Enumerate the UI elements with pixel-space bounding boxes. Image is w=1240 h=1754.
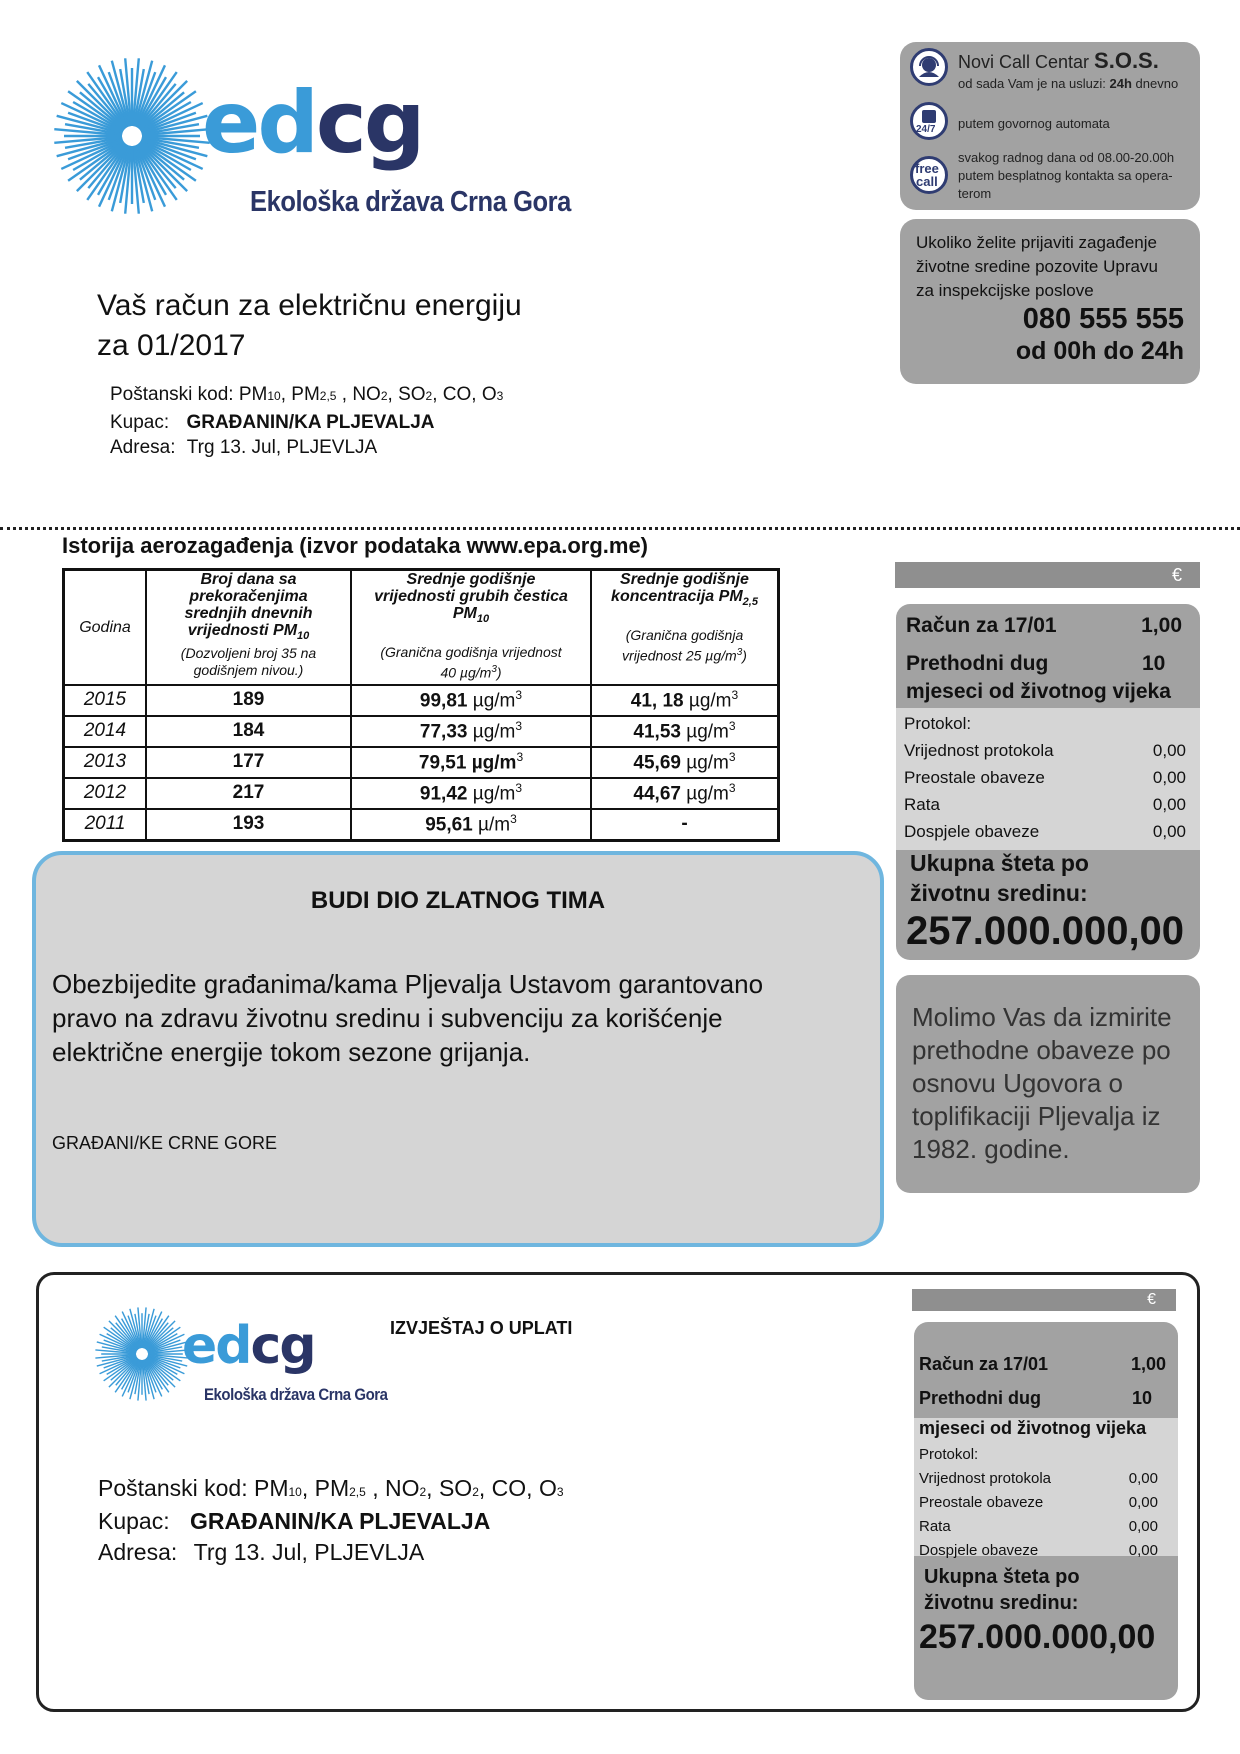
cell-pm10: 91,42 $\mu g/m^3$	[351, 778, 591, 809]
slip-logo-word: edcg	[182, 1316, 315, 1376]
postal-code-sep: ,	[432, 384, 438, 405]
cell-year: 2011	[64, 809, 147, 841]
protocol-label: Protokol:	[904, 714, 972, 733]
postal-code-sub: 2	[419, 1485, 427, 1499]
damage-line1: Ukupna šteta po	[910, 850, 1089, 876]
postal-code-sep: ,	[478, 1475, 486, 1501]
bill-label: Račun za 17/01	[906, 614, 1057, 637]
table-row	[64, 747, 779, 778]
damage-line2: životnu sredinu:	[910, 880, 1088, 906]
col-pm10: Srednje godišnje vrijednosti grubih čestica $PM_{10}$ (Granična godišnja vrijednost 40 $\mu g/m^3$)	[351, 570, 591, 685]
damage-value: 257.000.000,00	[906, 909, 1185, 953]
postal-code-sub: 2,5	[319, 389, 337, 403]
summary-item-value: 0,00	[1152, 741, 1186, 760]
cell-days: 184	[146, 716, 351, 747]
postal-code: SO	[438, 1475, 473, 1501]
brand-logo	[52, 56, 571, 236]
call-center-24h: 24h	[1109, 76, 1132, 91]
slip-damage-line2: životnu sredinu:	[924, 1592, 1079, 1614]
customer-row	[110, 410, 435, 435]
slip-debt-value: 10	[1132, 1388, 1153, 1408]
summary-item-label: Preostale obaveze	[904, 768, 1045, 787]
bill-value: 1,00	[1141, 614, 1182, 637]
summary-item-label: Dospjele obaveze	[919, 1542, 1039, 1559]
summary-item-value: 0,00	[1128, 1518, 1158, 1535]
postal-code-sub: 2,5	[349, 1485, 366, 1499]
call-center-free-1: putem besplatnog kontakta sa opera-	[958, 168, 1173, 183]
note-line5: 1982. godine.	[912, 1134, 1070, 1164]
bill-title	[97, 286, 522, 366]
postal-code-sep: ,	[365, 1475, 379, 1501]
customer-name: GRAĐANIN/KA PLJEVALJA	[186, 412, 435, 433]
slip-title: IZVJEŠTAJ O UPLATI	[390, 1318, 573, 1338]
summary-item-label: Dospjele obaveze	[904, 822, 1040, 841]
postal-code: CO	[442, 384, 472, 405]
note-line2: prethodne obaveze po	[912, 1035, 1171, 1065]
call-center-automat: putem govornog automata	[958, 116, 1110, 131]
table-row	[64, 778, 779, 809]
tear-line-divider	[0, 527, 1240, 530]
summary-item-value: 0,00	[1128, 1470, 1158, 1487]
postal-code-sub: 3	[556, 1485, 564, 1499]
call-center-hours: svakog radnog dana od 08.00-20.00h	[958, 150, 1175, 165]
cell-pm25: -	[591, 809, 779, 841]
postal-code: PM	[253, 1475, 289, 1501]
postal-code-sep: ,	[471, 384, 477, 405]
cell-pm10: 77,33 $\mu g/m^3$	[351, 716, 591, 747]
postal-code: CO	[491, 1475, 527, 1501]
call-center-sos: S.O.S.	[1094, 48, 1159, 73]
slip-protocol-section	[914, 1418, 1178, 1559]
logo-word: edcg	[202, 73, 423, 173]
campaign-signature: GRAĐANI/KE CRNE GORE	[52, 1133, 278, 1153]
postal-code-sep: ,	[387, 384, 393, 405]
col-year: Godina	[64, 570, 147, 685]
postal-code-sub: 2	[472, 1485, 479, 1499]
slip-protocol-label: Protokol:	[919, 1446, 979, 1463]
col-days: Broj dana sa prekoračenjima srednjih dnevnih vrijednosti $PM_{10}$ (Dozvoljeni broj 35 na godišnjem nivou.)	[146, 570, 351, 685]
bill-title-line2: za 01/2017	[97, 329, 246, 362]
call-center-title: Novi Call Centar	[958, 52, 1095, 72]
cell-year: 2013	[64, 747, 147, 778]
cell-pm10: 95,61 $\mu/m^3$	[351, 809, 591, 841]
postal-code: PM	[238, 384, 268, 405]
postal-codes	[239, 384, 503, 405]
postal-code-sep: ,	[336, 384, 348, 405]
postal-code-sub: 2	[425, 389, 433, 403]
slip-address-label: Adresa:	[98, 1539, 178, 1565]
postal-code-sep: ,	[426, 1475, 433, 1501]
bill-title-line1: Vaš račun za električnu energiju	[97, 289, 522, 322]
slip-bill-value: 1,00	[1130, 1354, 1166, 1374]
postal-code-sep: ,	[280, 384, 286, 405]
cell-pm25: 44,67 $\mu g/m^3$	[591, 778, 779, 809]
table-row	[64, 716, 779, 747]
sunburst-icon	[94, 1306, 190, 1402]
slip-debt-label: Prethodni dug	[919, 1388, 1041, 1408]
free-call-icon	[910, 156, 948, 194]
phone-247-icon	[910, 102, 948, 140]
currency-bar	[895, 562, 1200, 588]
report-line3: za inspekcijske poslove	[916, 281, 1094, 300]
slip-bill-label: Račun za 17/01	[919, 1354, 1049, 1374]
summary-item-label: Vrijednost protokola	[919, 1470, 1052, 1487]
call-center-free-2: terom	[958, 186, 992, 201]
postal-code: PM	[314, 1475, 350, 1501]
table-row	[64, 685, 779, 716]
icon-free-text: free	[915, 161, 939, 176]
postal-code-row	[110, 382, 503, 409]
postal-code: O	[538, 1475, 557, 1501]
slip-postal-codes	[254, 1475, 564, 1501]
table-header-row	[64, 570, 779, 685]
cell-days: 217	[146, 778, 351, 809]
postal-code: PM	[291, 384, 320, 405]
campaign-heading: BUDI DIO ZLATNOG TIMA	[310, 887, 606, 914]
history-title: Istorija aerozagađenja (izvor podataka www.epa.org.me)	[62, 533, 649, 558]
summary-item-value: 0,00	[1128, 1542, 1158, 1559]
postal-code: O	[481, 384, 497, 405]
headset-icon	[910, 48, 948, 86]
cell-days: 189	[146, 685, 351, 716]
slip-customer-name: GRAĐANIN/KA PLJEVALJA	[190, 1508, 491, 1534]
summary-item-value: 0,00	[1152, 822, 1186, 841]
campaign-line3: električne energije tokom sezone grijanja.	[52, 1037, 531, 1067]
campaign-text	[52, 967, 763, 1069]
postal-code: NO	[352, 384, 381, 405]
slip-currency-symbol: €	[1147, 1291, 1156, 1308]
protocol-section	[896, 708, 1200, 850]
sunburst-icon	[52, 56, 212, 216]
postal-code: NO	[384, 1475, 420, 1501]
postal-code-sub: 2	[380, 389, 388, 403]
campaign-line1: Obezbijedite građanima/kama Pljevalja Ustavom garantovano	[52, 969, 764, 999]
customer-label: Kupac:	[110, 412, 170, 433]
report-line2: životne sredine pozovite Upravu	[916, 257, 1158, 276]
address-value: Trg 13. Jul, PLJEVLJA	[186, 437, 378, 458]
summary-item-value: 0,00	[1128, 1494, 1158, 1511]
slip-damage-line1: Ukupna šteta po	[924, 1566, 1080, 1588]
debt-line2: mjeseci od životnog vijeka	[906, 680, 1171, 703]
postal-code: SO	[398, 384, 426, 405]
campaign-box	[32, 851, 884, 1247]
note-line4: toplifikaciji Pljevalja iz	[912, 1101, 1161, 1131]
table-row	[64, 809, 779, 841]
address-label: Adresa:	[110, 437, 176, 458]
icon-247-text: 24/7	[916, 124, 936, 135]
cell-year: 2012	[64, 778, 147, 809]
report-hours: od 00h do 24h	[1015, 337, 1184, 365]
debt-label: Prethodni dug	[906, 652, 1049, 675]
slip-postal-label: Poštanski kod:	[98, 1475, 248, 1501]
summary-item-value: 0,00	[1152, 795, 1186, 814]
address-row	[110, 435, 377, 460]
call-center-line1: od sada Vam je na usluzi:	[958, 76, 1110, 91]
report-line1: Ukoliko želite prijaviti zagađenje	[916, 233, 1157, 252]
currency-symbol: €	[1171, 565, 1182, 585]
icon-call-text: call	[916, 174, 938, 189]
summary-item-label: Rata	[919, 1518, 951, 1535]
slip-customer-row	[98, 1506, 490, 1536]
slip-address-row	[98, 1537, 424, 1567]
cell-pm25: 41, 18 $\mu g/m^3$	[591, 685, 779, 716]
postal-code-sub: 3	[496, 389, 504, 403]
cell-year: 2015	[64, 685, 147, 716]
cell-pm25: 41,53 $\mu g/m^3$	[591, 716, 779, 747]
slip-postal-row	[98, 1473, 564, 1507]
campaign-line2: pravo na zdravu životnu sredinu i subvenciju za korišćenje	[52, 1003, 723, 1033]
slip-address-value: Trg 13. Jul, PLJEVLJA	[193, 1539, 425, 1565]
report-pollution-box	[900, 219, 1200, 384]
postal-code-sub: 10	[288, 1485, 302, 1499]
summary-item-label: Rata	[904, 795, 940, 814]
slip-damage-value: 257.000.000,00	[919, 1618, 1156, 1656]
summary-item-label: Preostale obaveze	[919, 1494, 1044, 1511]
cell-days: 193	[146, 809, 351, 841]
summary-item-value: 0,00	[1152, 768, 1186, 787]
cell-pm10: 79,51 $\mu g/m^3$	[351, 747, 591, 778]
note-line1: Molimo Vas da izmirite	[912, 1002, 1172, 1032]
pollution-history-table	[62, 568, 780, 842]
debt-value: 10	[1142, 652, 1166, 675]
postal-code-sub: 10	[267, 389, 281, 403]
call-center-line1-suffix: dnevno	[1131, 76, 1179, 91]
col-pm25: Srednje godišnje koncentracija $PM_{2,5}$ (Granična godišnja vrijednost 25 $\mu g/m^3$)	[591, 570, 779, 685]
call-center-box	[900, 42, 1200, 210]
logo-tagline: Ekološka država Crna Gora	[250, 186, 571, 218]
slip-debt-line2: mjeseci od životnog vijeka	[919, 1418, 1147, 1438]
report-phone: 080 555 555	[1022, 303, 1184, 335]
slip-currency-bar	[912, 1289, 1176, 1311]
cell-pm25: 45,69 $\mu g/m^3$	[591, 747, 779, 778]
settle-obligations-note	[896, 975, 1200, 1193]
cell-pm10: 99,81 $\mu g/m^3$	[351, 685, 591, 716]
cell-year: 2014	[64, 716, 147, 747]
slip-logo-tagline: Ekološka država Crna Gora	[204, 1385, 388, 1404]
bill-summary-panel	[896, 604, 1200, 960]
postal-code-sep: ,	[526, 1475, 533, 1501]
summary-item-label: Vrijednost protokola	[904, 741, 1054, 760]
slip-summary-panel	[914, 1322, 1178, 1700]
postal-label: Poštanski kod:	[110, 384, 234, 405]
slip-brand-logo	[94, 1306, 394, 1416]
cell-days: 177	[146, 747, 351, 778]
postal-code-sep: ,	[301, 1475, 309, 1501]
slip-customer-label: Kupac:	[98, 1508, 170, 1534]
note-line3: osnovu Ugovora o	[912, 1068, 1124, 1098]
